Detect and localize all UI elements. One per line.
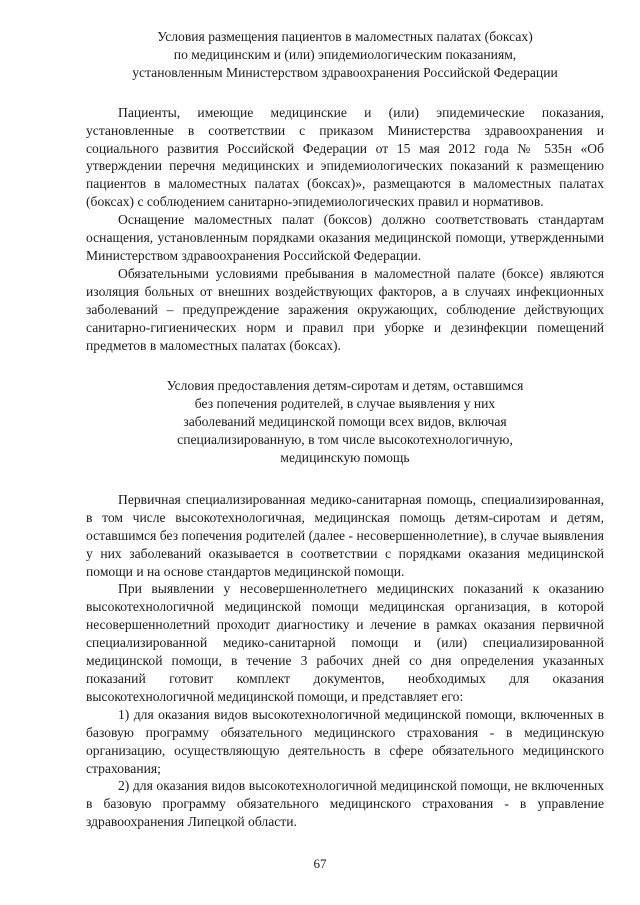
heading-line: Условия предоставления детям-сиротам и детям, оставшимся	[166, 378, 524, 394]
paragraph: Оснащение маломестных палат (боксов) должно соответствовать стандартам оснащения, установленным порядками оказания медицинской помощи, утвержденными Министерством здравоохранения Российской Федерации.	[86, 212, 604, 263]
heading-line: установленным Министерством здравоохранения Российской Федерации	[132, 64, 558, 80]
page-number: 67	[313, 856, 327, 871]
section-heading	[86, 28, 604, 82]
heading-line: заболеваний медицинской помощи всех видов, включая	[183, 414, 507, 430]
paragraph: Обязательными условиями пребывания в маломестной палате (боксе) являются изоляция больных от внешних воздействующих факторов, а в случаях инфекционных заболеваний – предупреждение заражения окружающих, соблюдение действующих санитарно-гигиенических норм и правил при уборке и дезинфекции помещений предметов в маломестных палатах (боксах).	[86, 265, 604, 353]
section-heading	[86, 377, 604, 467]
heading-line: медицинскую помощь	[280, 450, 410, 466]
heading-line: по медицинским и (или) эпидемиологическим показаниям,	[173, 46, 517, 62]
list-item: 1) для оказания видов высокотехнологичной медицинской помощи, включенных в базовую программу обязательного медицинского страхования - в медицинскую организацию, осуществляющую деятельность в сфере обязательного медицинского страхования;	[86, 706, 604, 776]
paragraph: При выявлении у несовершеннолетнего медицинских показаний к оказанию высокотехнологичной медицинской помощи медицинская организация, в которой несовершеннолетний проходит диагностику и лечение в рамках оказания первичной специализированной медико-санитарной помощи и (или) специализированной медицинской помощи, в течение 3 рабочих дней со дня определения указанных показаний готовит комплект документов, необходимых для оказания высокотехнологичной медицинской помощи, и представляет его:	[86, 581, 604, 704]
heading-line: Условия размещения пациентов в маломестных палатах (боксах)	[157, 29, 533, 44]
paragraph: Первичная специализированная медико-санитарная помощь, специализированная, в том числе высокотехнологичная, медицинская помощь детям-сиротам и детям, оставшимся без попечения родителей (далее - несовершеннолетние), в случае выявления у них заболеваний оказывается в соответствии с порядками оказания медицинской помощи и на основе стандартов медицинской помощи.	[86, 491, 604, 579]
paragraph: Пациенты, имеющие медицинские и (или) эпидемические показания, установленные в соответствии с приказом Министерства здравоохранения и социального развития Российской Федерации от 15 мая 2012 года № 535н «Об утверждении перечня медицинских и эпидемиологических показаний к размещению пациентов в маломестных палатах (боксах)», размещаются в маломестных палатах (боксах) с соблюдением санитарно-эпидемиологических правил и нормативов.	[86, 104, 604, 210]
heading-line: без попечения родителей, в случае выявления у них	[194, 396, 496, 412]
heading-line: специализированную, в том числе высокотехнологичную,	[177, 432, 513, 448]
document-page	[86, 28, 604, 831]
list-item: 2) для оказания видов высокотехнологичной медицинской помощи, не включенных в базовую программу обязательного медицинского страхования - в управление здравоохранения Липецкой области.	[86, 778, 604, 830]
